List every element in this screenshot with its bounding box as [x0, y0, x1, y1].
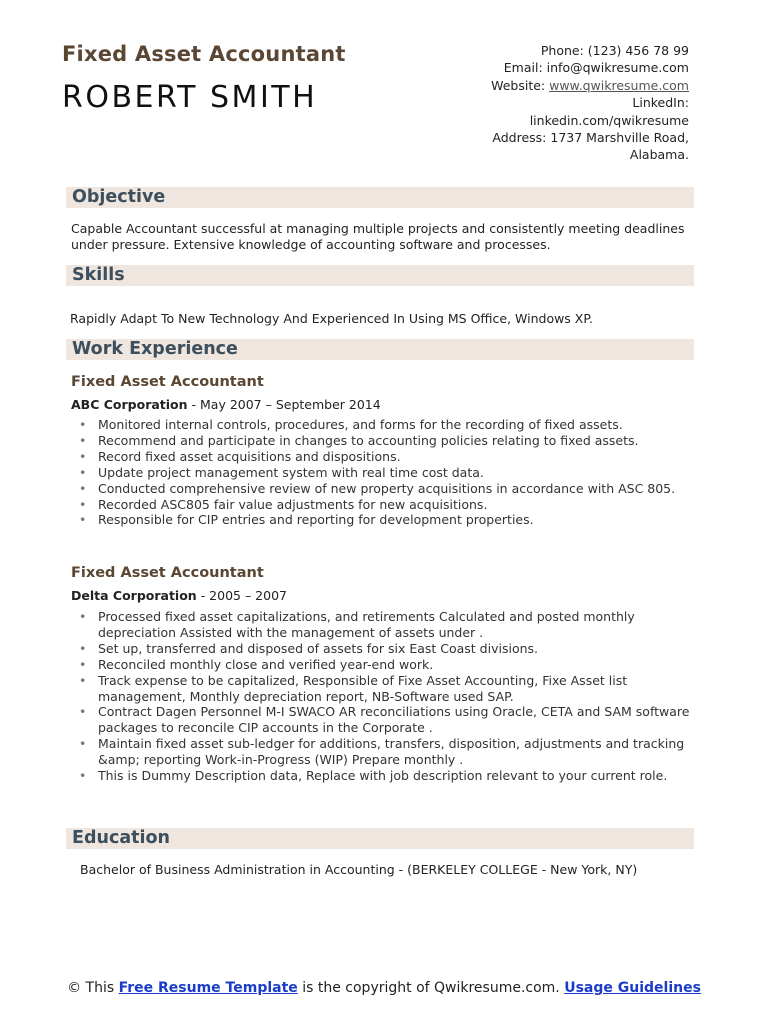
- footer-prefix: © This: [67, 980, 119, 996]
- job-bullet: • Monitored internal controls, procedures, and forms for the recording of fixed assets.: [71, 417, 701, 433]
- job-company-line: [71, 588, 287, 603]
- job-company-line: [71, 397, 381, 412]
- job-bullet: • Contract Dagen Personnel M-I SWACO AR reconciliations using Oracle, CETA and SAM software packages to reconcile CIP accounts in the Corporate .: [71, 704, 696, 736]
- job-bullet: • Responsible for CIP entries and reporting for development properties.: [71, 512, 701, 528]
- contact-address-line2: Alabama.: [629, 147, 689, 163]
- contact-linkedin-value: linkedin.com/qwikresume: [529, 112, 689, 128]
- job-company: Delta Corporation: [71, 588, 197, 603]
- job-bullet: • Track expense to be capitalized, Responsible of Fixe Asset Accounting, Fixe Asset list management, Monthly depreciation report, NB-Software used SAP.: [71, 673, 696, 705]
- job-bullet: • Recommend and participate in changes to accounting policies relating to fixed assets.: [71, 433, 701, 449]
- work-experience-section-header: [66, 339, 694, 360]
- job-title: Fixed Asset Accountant: [71, 565, 264, 581]
- skills-text: Rapidly Adapt To New Technology And Experienced In Using MS Office, Windows XP.: [70, 311, 593, 326]
- education-heading: Education: [72, 828, 170, 848]
- job-bullet: • Maintain fixed asset sub-ledger for additions, transfers, disposition, adjustments and tracking &amp; reporting Work-in-Progress (WIP) Prepare monthly .: [71, 736, 696, 768]
- contact-block: [449, 42, 689, 164]
- education-text: Bachelor of Business Administration in Accounting - (BERKELEY COLLEGE - New York, NY): [80, 862, 638, 877]
- objective-heading: Objective: [72, 187, 166, 207]
- contact-phone: Phone: (123) 456 78 99: [540, 43, 689, 58]
- job-bullet: • Processed fixed asset capitalizations, and retirements Calculated and posted monthly depreciation Assisted with the management of assets under .: [71, 609, 696, 641]
- contact-linkedin-label: LinkedIn:: [632, 95, 689, 111]
- job-bullet: • Set up, transferred and disposed of assets for six East Coast divisions.: [71, 641, 696, 657]
- candidate-name: ROBERT SMITH: [62, 80, 318, 115]
- objective-section-header: [66, 187, 694, 208]
- job-bullet-list: [71, 609, 696, 784]
- job-bullet: • Reconciled monthly close and verified year-end work.: [71, 657, 696, 673]
- job-dates: - May 2007 – September 2014: [187, 397, 381, 412]
- work-experience-heading: Work Experience: [72, 339, 238, 359]
- free-resume-template-link[interactable]: Free Resume Template: [118, 980, 298, 996]
- skills-heading: Skills: [72, 265, 125, 285]
- website-link[interactable]: www.qwikresume.com: [549, 77, 689, 93]
- contact-website: [449, 77, 689, 94]
- usage-guidelines-link[interactable]: Usage Guidelines: [564, 980, 701, 996]
- objective-text: Capable Accountant successful at managing multiple projects and consistently meeting deadlines under pressure. Extensive knowledge of accounting software and processes.: [71, 221, 685, 252]
- job-bullet: • Conducted comprehensive review of new property acquisitions in accordance with ASC 805.: [71, 481, 701, 497]
- contact-address-line1: Address: 1737 Marshville Road,: [492, 130, 689, 146]
- contact-email: Email: info@qwikresume.com: [503, 60, 689, 76]
- website-label: Website:: [491, 77, 550, 93]
- job-bullet: • This is Dummy Description data, Replace with job description relevant to your current role.: [71, 768, 696, 784]
- job-company: ABC Corporation: [71, 397, 188, 412]
- job-title: Fixed Asset Accountant: [71, 374, 264, 390]
- footer-copyright: [0, 980, 768, 997]
- job-bullet: • Record fixed asset acquisitions and dispositions.: [71, 449, 701, 465]
- footer-middle: is the copyright of Qwikresume.com.: [297, 980, 565, 996]
- job-dates: - 2005 – 2007: [196, 588, 287, 603]
- header-job-title: Fixed Asset Accountant: [62, 42, 346, 66]
- education-section-header: [66, 828, 694, 849]
- skills-section-header: [66, 265, 694, 286]
- job-bullet-list: [71, 417, 701, 528]
- job-bullet: • Update project management system with real time cost data.: [71, 465, 701, 481]
- job-bullet: • Recorded ASC805 fair value adjustments for new acquisitions.: [71, 497, 701, 513]
